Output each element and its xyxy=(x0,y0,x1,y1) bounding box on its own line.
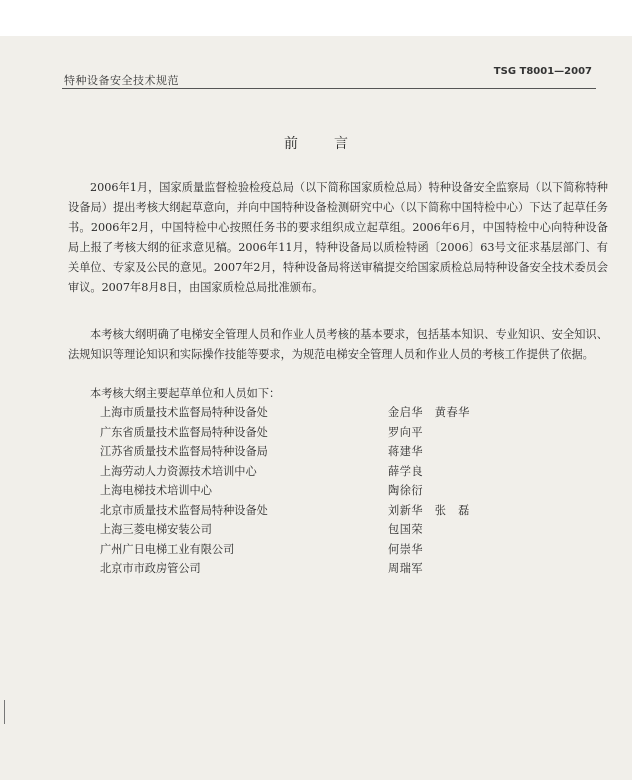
unit-people: 薛学良 xyxy=(388,464,424,478)
unit-people: 金启华 黄春华 xyxy=(388,406,470,419)
unit-people: 包国荣 xyxy=(388,523,424,536)
unit-name: 广州广日电梯工业有限公司 xyxy=(100,542,235,556)
unit-name: 上海电梯技术培训中心 xyxy=(100,484,212,497)
unit-people: 刘新华 张 磊 xyxy=(388,503,470,517)
list-item xyxy=(100,462,470,482)
unit-people: 何崇华 xyxy=(388,542,424,556)
list-item xyxy=(100,442,470,462)
unit-people: 蒋建华 xyxy=(388,445,424,458)
header-standard-number: TSG T8001—2007 xyxy=(493,66,592,77)
list-item xyxy=(100,540,470,560)
unit-name: 江苏省质量技术监督局特种设备局 xyxy=(100,445,268,458)
list-item xyxy=(100,403,470,423)
list-item xyxy=(100,559,470,579)
header-spec-category: 特种设备安全技术规范 xyxy=(64,74,179,87)
unit-name: 北京市市政房管公司 xyxy=(100,562,201,575)
unit-people: 陶徐衍 xyxy=(388,484,424,497)
unit-name: 上海市质量技术监督局特种设备处 xyxy=(100,406,268,419)
header-rule xyxy=(62,88,596,89)
unit-people: 罗向平 xyxy=(388,425,424,439)
list-item xyxy=(100,423,470,443)
unit-name: 上海三菱电梯安装公司 xyxy=(100,523,212,536)
scan-margin-mark xyxy=(4,700,5,724)
list-item xyxy=(100,481,470,501)
list-item xyxy=(100,520,470,540)
drafting-units-list xyxy=(100,403,470,579)
unit-name: 广东省质量技术监督局特种设备处 xyxy=(100,425,268,439)
unit-name: 北京市质量技术监督局特种设备处 xyxy=(100,503,268,517)
paragraph-drafters-intro: 本考核大纲主要起草单位和人员如下： xyxy=(90,387,281,400)
page-title: 前言 xyxy=(284,136,384,152)
unit-name: 上海劳动人力资源技术培训中心 xyxy=(100,464,257,478)
paragraph-history: 2006年1月，国家质量监督检验检疫总局（以下简称国家质检总局）特种设备安全监察局（以下简称特种设备局）提出考核大纲起草意向，并向中国特种设备检测研究中心（以下简称中国特检中心）下达了起草任务书。2006年2月，中国特检中心按照任务书的要求组织成立起草组。2006年6月，中国特检中心向特种设备局上报了考核大纲的征求意见稿。2006年11月，特种设备局以质检特函〔2006〕63号文征求基层部门、有关单位、专家及公民的意见。2007年2月，特种设备局将送审稿提交给国家质检总局特种设备安全技术委员会审议。2007年8月8日，由国家质检总局批准颁布。 xyxy=(68,181,608,294)
list-item xyxy=(100,501,470,521)
unit-people: 周瑞军 xyxy=(388,562,424,575)
paragraph-purpose: 本考核大纲明确了电梯安全管理人员和作业人员考核的基本要求，包括基本知识、专业知识、安全知识、法规知识等理论知识和实际操作技能等要求，为规范电梯安全管理人员和作业人员的考核工作提供了依据。 xyxy=(68,328,608,361)
